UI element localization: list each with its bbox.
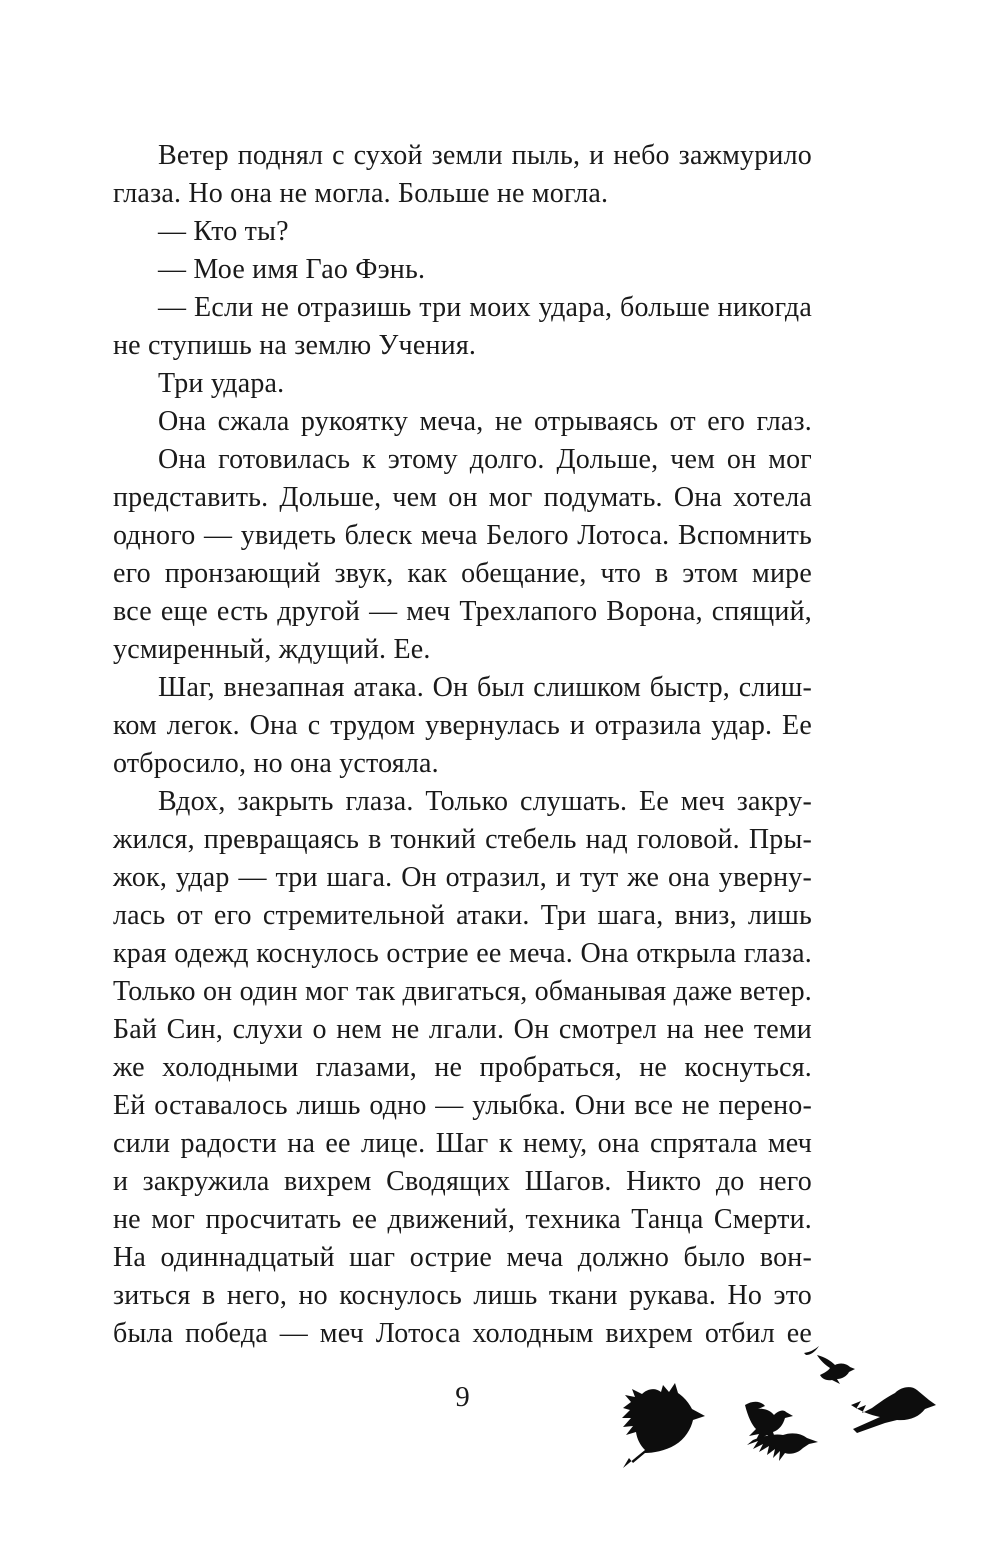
flying-birds-illustration [595,1345,940,1475]
large-bird-icon [622,1383,705,1468]
paragraph [113,251,812,289]
text-line: же холодными глазами, не пробраться, не коснуться. [113,1052,812,1083]
text-line: отбросило, но она устояла. [113,748,439,779]
page-number: 9 [455,1381,470,1413]
text-line: Вдох, закрыть глаза. Только слушать. Ее меч закру- [158,786,812,817]
text-line: — Кто ты? [158,216,289,247]
text-line: Три удара. [158,368,285,399]
text-line: ком легок. Она с трудом увернулась и отразила удар. Ее [113,710,812,741]
text-line: Она сжала рукоятку меча, не отрываясь от его глаз. [158,406,812,437]
paragraph [113,137,812,213]
paragraph [113,669,812,783]
text-line: все еще есть другой — меч Трехлапого Ворона, спящий, [113,596,812,627]
paragraph [113,365,812,403]
text-line: Шаг, внезапная атака. Он был слишком быстр, слиш- [158,672,812,703]
text-line: жился, превращаясь в тонкий стебель над головой. Пры- [113,824,812,855]
text-line: На одиннадцатый шаг острие меча должно было вон- [113,1242,812,1273]
text-line: Бай Син, слухи о нем не лгали. Он смотрел на нее теми [113,1014,812,1045]
paragraph [113,289,812,365]
small-bird-icon [817,1355,855,1384]
text-line: глаза. Но она не могла. Больше не могла. [113,178,609,209]
text-line: края одежд коснулось острие ее меча. Она открыла глаза. [113,938,812,969]
text-line: зиться в него, но коснулось лишь ткани рукава. Но это [113,1280,812,1311]
text-line: и закружила вихрем Сводящих Шагов. Никто до него [113,1166,812,1197]
right-bird-icon [851,1387,936,1433]
text-line: не мог просчитать ее движений, техника Танца Смерти. [113,1204,812,1235]
distant-bird-swoosh-icon [804,1346,819,1355]
text-line: Она готовилась к этому долго. Дольше, чем он мог [158,444,812,475]
paragraph [113,441,812,669]
text-line: Только он один мог так двигаться, обманывая даже ветер. [113,976,812,1007]
paragraph [113,213,812,251]
text-line: — Если не отразишь три моих удара, больше никогда [158,292,812,323]
text-line: была победа — меч Лотоса холодным вихрем отбил ее [113,1318,812,1349]
text-line: жок, удар — три шага. Он отразил, и тут же она уверну- [113,862,812,893]
text-line: лась от его стремительной атаки. Три шага, вниз, лишь [113,900,812,931]
text-line: усмиренный, ждущий. Ее. [113,634,431,665]
text-line: не ступишь на землю Учения. [113,330,477,361]
text-block [113,137,812,1353]
text-line: сили радости на ее лице. Шаг к нему, она спрятала меч [113,1128,812,1159]
text-line: его пронзающий звук, как обещание, что в этом мире [113,558,812,589]
text-line: — Мое имя Гао Фэнь. [158,254,426,285]
text-line: представить. Дольше, чем он мог подумать. Она хотела [113,482,812,513]
paragraph [113,783,812,1353]
text-line: Ветер поднял с сухой земли пыль, и небо зажмурило [158,140,812,171]
text-line: одного — увидеть блеск меча Белого Лотоса. Вспомнить [113,520,812,551]
paragraph [113,403,812,441]
text-line: Ей оставалось лишь одно — улыбка. Они все не перено- [113,1090,812,1121]
